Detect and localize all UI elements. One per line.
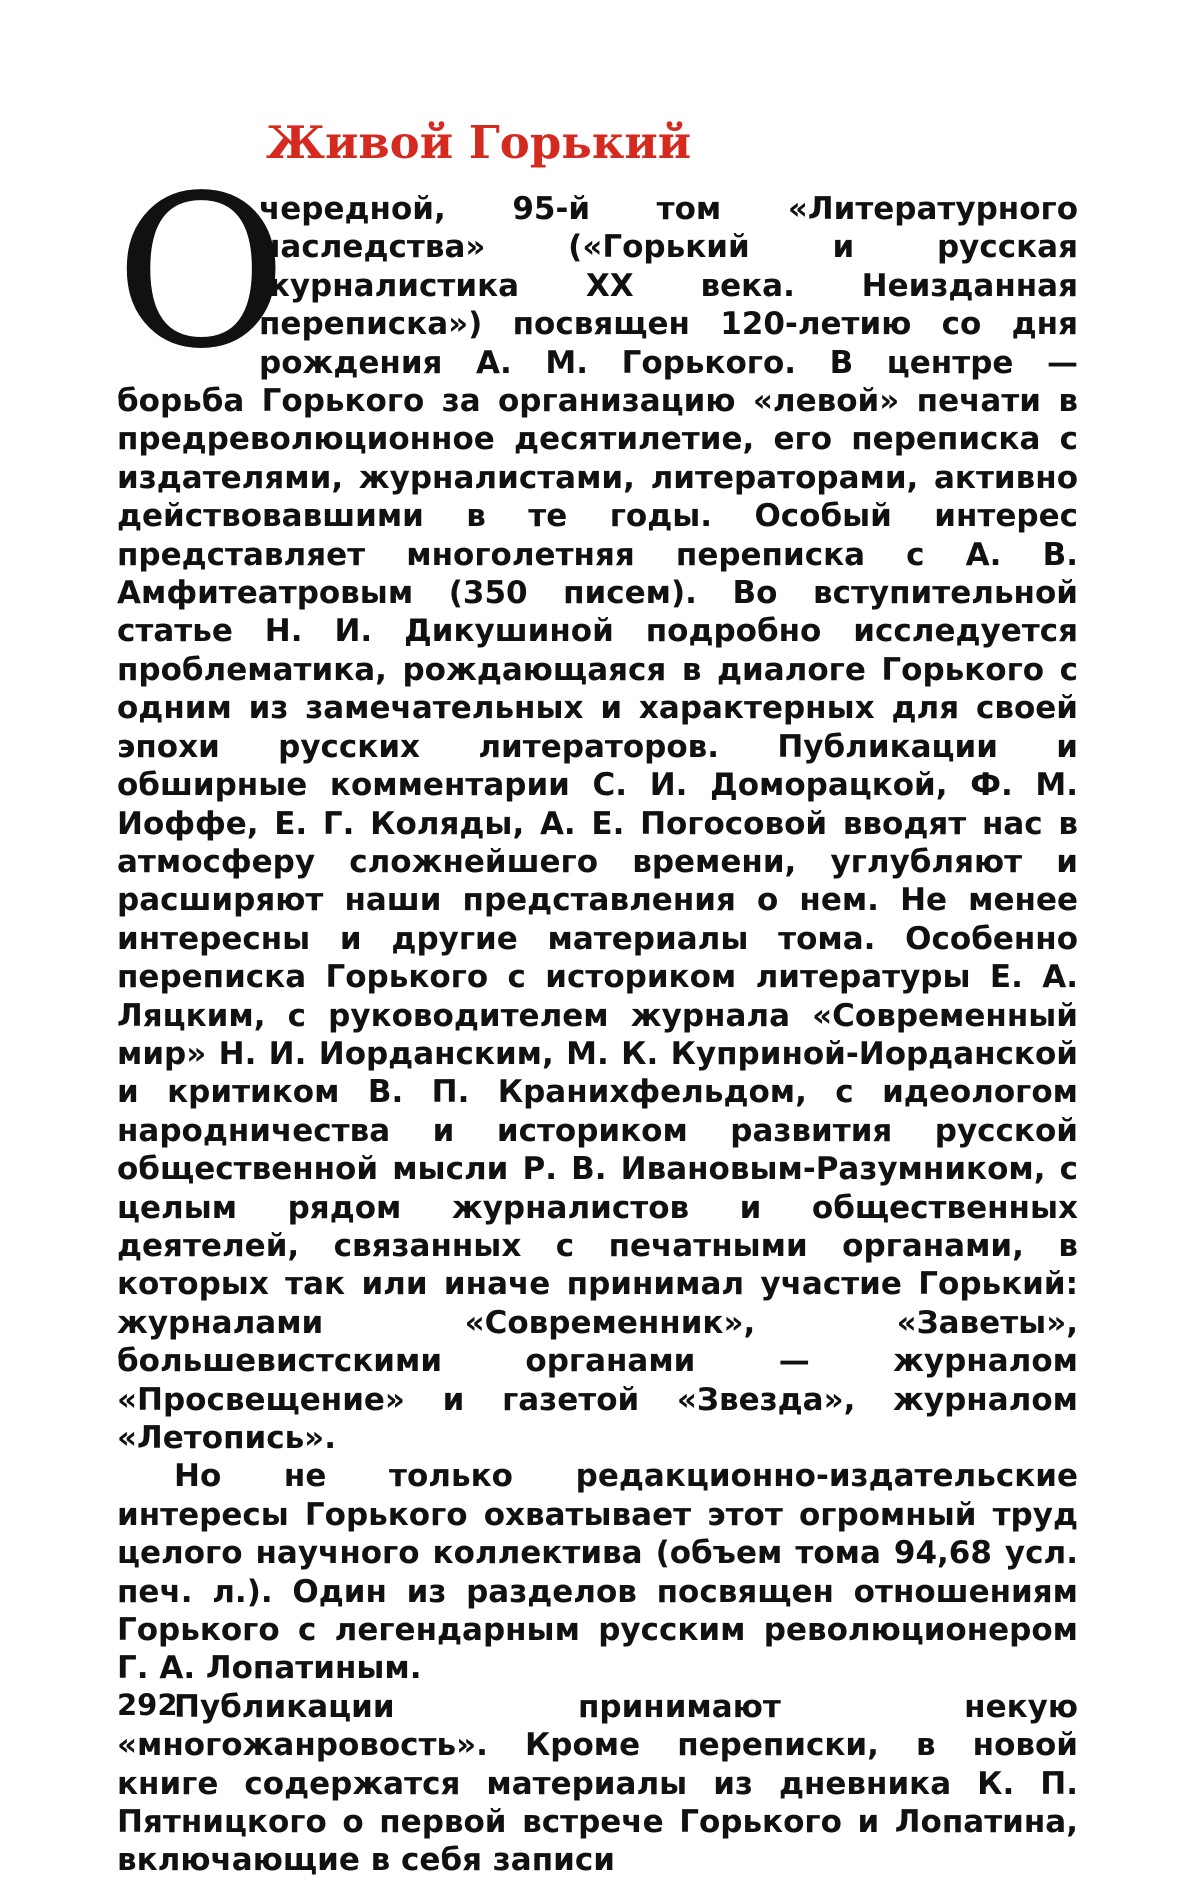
article-title: Живой Горький	[266, 116, 692, 169]
page-number: 292	[117, 1688, 178, 1722]
paragraph-1	[115, 150, 1078, 1457]
paragraph-3: Публикации принимают некую «многожанровость». Кроме переписки, в новой книге содержатся материалы из дневника К. П. Пятницкого о первой встрече Горького и Лопатина, включающие в себя записи	[117, 1688, 1078, 1879]
drop-cap: О	[115, 150, 288, 395]
article-body	[115, 150, 1078, 1880]
paragraph-2: Но не только редакционно-издательские интересы Горького охватывает этот огромный труд целого научного коллектива (объем тома 94,68 усл. печ. л.). Один из разделов посвящен отношениям Горького с легендарным русским революционером Г. А. Лопатиным.	[117, 1458, 1078, 1687]
paragraph-1-text: чередной, 95-й том «Литературного наследства» («Горький и русская журналистика XX века. Неизданная переписка») посвящен 120-летию со дня рождения А. М. Горького. В центре — борьба Горького за организацию «левой» печати в предреволюционное десятилетие, его переписка с издателями, журналистами, литераторами, активно действовавшими в те годы. Особый интерес представляет многолетняя переписка с А. В. Амфитеатровым (350 писем). Во вступительной статье Н. И. Дикушиной подробно исследуется проблематика, рождающаяся в диалоге Горького с одним из замечательных и характерных для своей эпохи русских литераторов. Публикации и обширные комментарии С. И. Доморацкой, Ф. М. Иоффе, Е. Г. Коляды, А. Е. Погосовой вводят нас в атмосферу сложнейшего времени, углубляют и расширяют наши представления о нем. Не менее интересны и другие материалы тома. Особенно переписка Горького с историком литературы Е. А. Ляцким, с руководителем журнала «Современный мир» Н. И. Иорданским, М. К. Куприной-Иорданской и критиком В. П. Кранихфельдом, с идеологом народничества и историком развития русской общественной мысли Р. В. Ивановым-Разумником, с целым рядом журналистов и общественных деятелей, связанных с печатными органами, в которых так или иначе принимал участие Горький: журналами «Современник», «Заветы», большевистскими органами — журналом «Просвещение» и газетой «Звезда», журналом «Летопись».	[117, 191, 1078, 1456]
